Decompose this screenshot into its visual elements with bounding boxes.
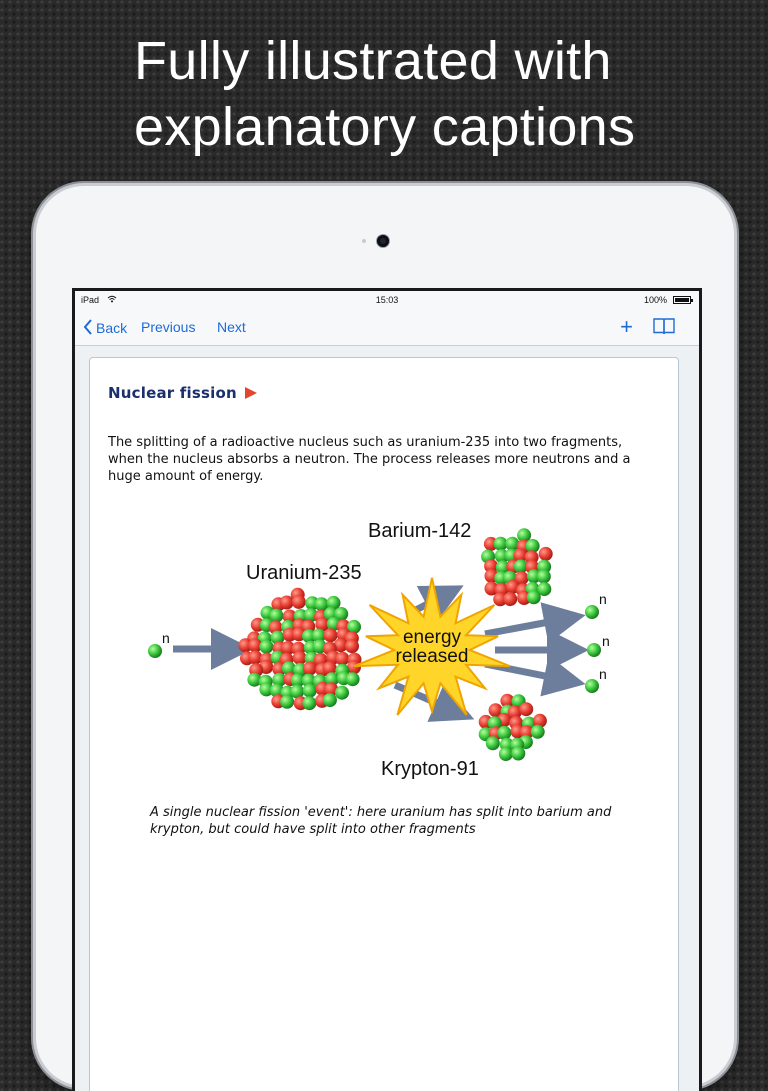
barium-nucleus [481,528,553,606]
nucleon [280,695,294,709]
nucleon [292,595,306,609]
uranium-label: Uranium-235 [246,562,362,584]
status-time: 15:03 [375,295,399,305]
entry-card [89,357,679,1091]
krypton-label: Krypton-91 [381,758,479,780]
entry-title [108,384,257,402]
barium-label: Barium-142 [368,520,472,542]
back-button[interactable] [83,319,127,336]
book-icon [653,317,675,335]
nav-bar [75,309,699,346]
energy-label-line-2: released [395,646,469,667]
app-screen [72,288,702,1091]
nucleon [280,596,294,610]
headline-line-2: explanatory captions [134,97,636,157]
promo-headline [134,28,754,160]
nucleon [497,726,511,740]
chevron-left-icon [83,319,93,336]
released-neutron-label-3: n [599,666,607,682]
nucleon [303,662,317,676]
released-neutron-label-2: n [602,633,610,649]
nucleon [259,640,273,654]
nucleon [539,547,553,561]
light-sensor [362,239,366,243]
add-bookmark-button[interactable] [620,314,633,340]
released-neutron-2 [587,643,601,657]
released-neutron-1 [585,605,599,619]
play-arrow-icon[interactable] [245,387,257,399]
nucleon [537,570,551,584]
previous-button[interactable]: Previous [141,319,196,335]
entry-title-text: Nuclear fission [108,384,237,402]
headline-line-1: Fully illustrated with [134,31,612,91]
fission-diagram [140,513,640,808]
plus-icon: + [620,314,633,339]
released-neutron-3 [585,679,599,693]
released-neutron-label-1: n [599,591,607,607]
status-bar [75,291,699,309]
incoming-neutron [148,644,162,658]
back-label: Back [96,319,128,336]
front-camera [377,235,389,247]
nucleon [519,702,533,716]
nucleon [486,736,500,750]
nucleon [346,672,360,686]
neutron-arrows [173,595,568,711]
book-button[interactable] [653,317,675,338]
nucleon [345,639,359,653]
nucleon [303,684,317,698]
battery-percent: 100% [643,295,667,305]
incoming-neutron-label: n [162,630,170,646]
nucleon [527,590,541,604]
diagram-caption: A single nuclear fission 'event': here uranium has split into barium and krypton, but could have split into other fragments [150,805,612,837]
nucleon [531,725,545,739]
nucleon [293,651,307,665]
entry-description: The splitting of a radioactive nucleus such as uranium-235 into two fragments, when the nucleus absorbs a neutron. The process releases more neutrons and a huge amount of energy. [108,435,631,484]
next-button[interactable]: Next [217,319,246,335]
nucleon [324,628,338,642]
nucleon [335,686,349,700]
battery-icon [673,296,691,304]
device-label: iPad [81,295,100,305]
nucleon [302,696,316,710]
uranium-nucleus [238,588,361,710]
krypton-nucleus [479,694,547,761]
neutron-arrow-1 [485,619,565,634]
nucleon [503,592,517,606]
nucleon [499,747,513,761]
nucleon [323,693,337,707]
nucleon [335,652,349,666]
ipad-frame [36,186,734,1086]
nucleon [511,747,525,761]
energy-label-line-1: energy [402,627,462,648]
